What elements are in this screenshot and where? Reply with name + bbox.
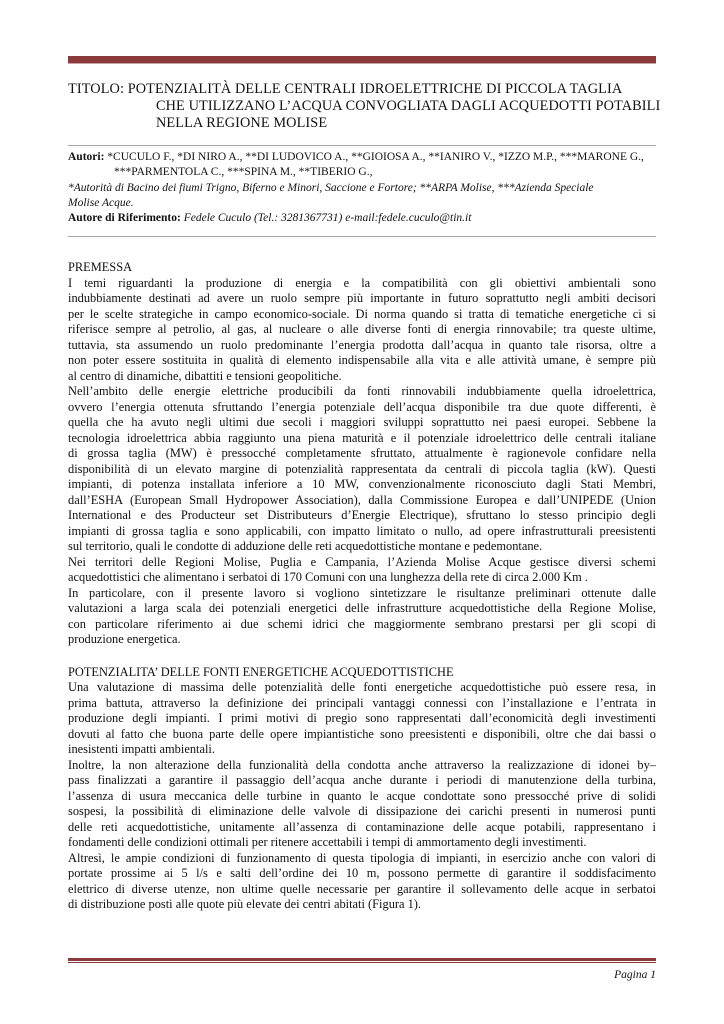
body-line: l’assenza di usura meccanica delle turbine in quanto le acque condottate sono pressocché prive di solidi xyxy=(68,788,656,803)
title-line-2: CHE UTILIZZANO L’ACQUA CONVOGLIATA DAGLI ACQUEDOTTI POTABILI xyxy=(156,98,661,114)
body-line: dall’ESHA (European Small Hydropower Association), dalla Commissione Europea e dall’UNIPEDE (Union xyxy=(68,492,656,507)
section-heading-premessa: PREMESSA xyxy=(68,260,133,274)
body-line: prima battuta, attraverso la definizione dei principali vantaggi connessi con l’installazione e l’entrata in xyxy=(68,695,656,710)
body-line: sul territorio, quali le condotte di adduzione delle reti acquedottistiche montane e pedemontane. xyxy=(68,539,543,553)
body-line: In particolare, con il presente lavoro si vogliono sintetizzare le risultanze preliminari ottenute dalle xyxy=(68,585,656,600)
reference-contact: Fedele Cuculo (Tel.: 3281367731) e-mail:fedele.cuculo@tin.it xyxy=(183,212,472,225)
affiliation-line-1 xyxy=(68,181,656,196)
body-line: di grossa taglia (MW) è pressocché completamente sfruttato, attualmente è ragionevole confidare nella xyxy=(68,446,656,460)
authors-separator xyxy=(68,236,656,237)
body-line: Nell’ambito delle energie elettriche producibili da fonti rinnovabili indubbiamente quella idroelettrica, xyxy=(68,384,656,398)
body-line: I temi riguardanti la produzione di energia e la compatibilità con gli obiettivi ambientali sono xyxy=(68,275,656,290)
title-line-3: NELLA REGIONE MOLISE xyxy=(156,115,328,131)
body-line: Inoltre, la non alterazione della funzionalità della condotta anche attraverso la realizzazione di idonei by– xyxy=(68,757,656,772)
body-line: quella che ha avuto negli ultimi due secoli i maggiori sviluppi soprattutto nei paesi europei. Sebbene la xyxy=(68,415,656,429)
reference-label: Autore di Riferimento: xyxy=(68,212,181,225)
body-line: con particolare riferimento ai due schemi idrici che maggiormente sembrano prestarsi per gli scopi di xyxy=(68,616,656,631)
body-line: di distribuzione posti alle quote più elevate dei centri abitati (Figura 1). xyxy=(68,897,422,911)
page-number: Pagina 1 xyxy=(614,969,656,981)
body-line: al centro di dinamiche, dibattiti e tensioni geopolitiche. xyxy=(68,368,342,383)
section-heading-potenzialita: POTENZIALITA’ DELLE FONTI ENERGETICHE ACQUEDOTTISTICHE xyxy=(68,664,454,679)
body-line: valutazioni a larga scala dei potenziali energetici delle infrastrutture acquedottistiche della Regione Molise, xyxy=(68,601,656,615)
section-potenzialita xyxy=(68,680,656,913)
authors-line-1 xyxy=(68,150,656,165)
body-line: tecnologia idroelettrica abbia raggiunto una piena maturità e il potenziale idroelettrico delle centrali italiane xyxy=(68,430,656,445)
section-premessa xyxy=(68,276,656,648)
body-line: sospesi, la possibilità di eliminazione delle valvole di dissipazione dei carichi presenti in numerosi punti xyxy=(68,804,656,818)
body-line: tuttavia, sta assumendo un ruolo predominante l’energia prodotta dall’acqua in quanto tale risorsa, oltre a xyxy=(68,337,656,352)
body-line: delle reti acquedottistiche, unitamente all’assenza di contaminazione delle acque potabili, rappresentano i xyxy=(68,819,656,834)
body-line: impianti, di potenza installata inferiore a 10 MW, convenzionalmente riconosciuto dagli Stati Membri, xyxy=(68,477,656,491)
header-rule xyxy=(68,56,656,64)
body-line: produzione degli impianti. I primi motivi di pregio sono rappresentati dall’economicità degli investimenti xyxy=(68,711,656,725)
authors-block xyxy=(68,150,656,226)
title-line-1: TITOLO: POTENZIALITÀ DELLE CENTRALI IDROELETTRICHE DI PICCOLA TAGLIA xyxy=(68,81,623,97)
body-line: per le scelte strategiche in campo economico-sociale. Di norma quando si tratta di tematiche energetiche ci si xyxy=(68,306,656,321)
body-line: pass finalizzati a garantire il passaggio dell’acqua anche durante i periodi di manutenzione della turbina, xyxy=(68,773,656,787)
body-line: dovuti al fatto che buona parte delle opere impiantistiche sono preesistenti e disponibili, oltre che dai bassi o xyxy=(68,726,656,741)
document-body xyxy=(68,260,656,913)
title-separator xyxy=(68,145,656,146)
body-line: produzione energetica. xyxy=(68,632,181,646)
body-line: riferisce sempre al petrolio, al gas, al nucleare o alle diverse fonti di energia rinnovabile; tra queste ultime, xyxy=(68,322,656,336)
body-line: impianti di grossa taglia e sono applicabili, con impatto limitato o nullo, ad opere infrastrutturali preesistenti xyxy=(68,523,656,538)
body-line: acquedottistici che alimentano i serbatoi di 170 Comuni con una lunghezza della rete di circa 2.000 Km . xyxy=(68,570,588,584)
footer-rule xyxy=(68,958,656,961)
authors-names-1: *CUCULO F., *DI NIRO A., **DI LUDOVICO A., **GIOIOSA A., **IANIRO V., *IZZO M.P., ***MARONE G., xyxy=(107,151,644,163)
reference-author xyxy=(68,211,656,226)
authors-names-2: ***PARMENTOLA C., ***SPINA M., **TIBERIO G., xyxy=(114,166,373,179)
affiliation-text-2: Molise Acque. xyxy=(68,196,134,209)
authors-label: Autori: xyxy=(68,151,105,163)
body-line: elettrico di diverse utenze, non ultime quelle necessarie per garantire il sollevamento delle acque in serbatoi xyxy=(68,881,656,896)
body-line: Altresì, le ampie condizioni di funzionamento di questa tipologia di impianti, in esercizio anche con valori di xyxy=(68,850,656,865)
affiliation-text-1: *Autorità di Bacino dei fiumi Trigno, Biferno e Minori, Saccione e Fortore; **ARPA Molise, ***Azienda Speciale xyxy=(68,181,594,194)
body-line: Una valutazione di massima delle potenzialità delle fonti energetiche acquedottistiche può essere resa, in xyxy=(68,680,656,694)
body-line: disponibilità di un elevato margine di potenzialità rappresentata da centrali di piccola taglia (kW). Questi xyxy=(68,461,656,476)
body-line: Nei territori delle Regioni Molise, Puglia e Campania, l’Azienda Molise Acque gestisce diversi schemi xyxy=(68,554,656,569)
body-line: non poter essere sostituita in qualità di elemento indispensabile alla vita e alle attività umane, è sempre più xyxy=(68,353,656,367)
body-line: indubbiamente destinati ad avere un ruolo sempre più importante in futuro soprattutto negli ambiti decisori xyxy=(68,291,656,305)
body-line: portate prossime ai 5 l/s e salti dell’ordine dei 10 m, possono permette di garantire il soddisfacimento xyxy=(68,866,656,880)
body-line: fondamenti delle condizioni ottimali per ritenere accettabili i tempi di ammortamento degli investimenti. xyxy=(68,835,587,849)
body-line: International e des Producteur set Distributeurs d’Energie Electrique), sfruttano lo stesso principio degli xyxy=(68,508,656,522)
affiliation-line-2 xyxy=(68,196,656,211)
body-line: inesistenti impatti ambientali. xyxy=(68,742,215,756)
document-title xyxy=(68,81,661,132)
body-line: ovvero l’energia ottenuta sfruttando l’energia potenziale dell’acqua disponibile tra due quote differenti, è xyxy=(68,399,656,414)
